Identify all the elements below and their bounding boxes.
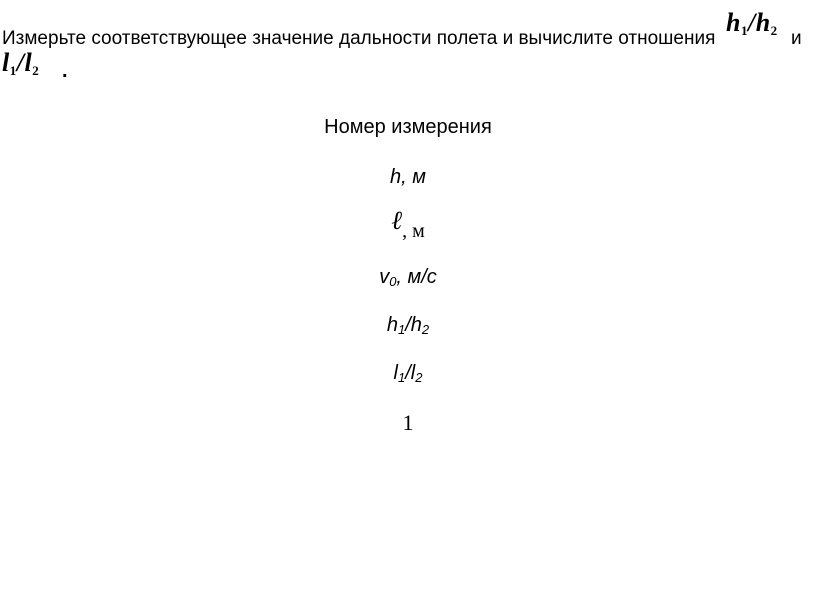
velocity-base: v <box>379 266 390 288</box>
ratio-l-sub-2: 2 <box>415 370 423 385</box>
formula-h-sub-2: 2 <box>770 23 778 38</box>
range-symbol: ℓ <box>391 206 403 235</box>
velocity-unit: , м/с <box>396 266 437 288</box>
velocity-label <box>0 266 816 289</box>
ratio-h-sep: / <box>405 314 411 336</box>
ratio-h-base-1: h <box>386 314 398 336</box>
velocity-sub: 0 <box>389 274 397 289</box>
formula-h-sub-1: 1 <box>740 23 748 38</box>
formula-l-base-2: l <box>24 48 33 77</box>
formula-l1-l2 <box>2 48 40 82</box>
formula-h1-h2 <box>726 8 778 42</box>
range-unit: , м <box>402 220 425 242</box>
ratio-h-base-2: h <box>410 314 422 336</box>
formula-h-base-1: h <box>726 8 741 37</box>
formula-l-sep: / <box>16 48 25 77</box>
ratio-l-sub-1: 1 <box>397 370 406 385</box>
table-header: Номер измерения <box>324 116 492 138</box>
formula-l-sub-1: 1 <box>9 63 17 78</box>
measurement-number: 1 <box>402 410 414 435</box>
ratio-h-sub-2: 2 <box>421 322 430 337</box>
formula-l-sub-2: 2 <box>32 63 40 78</box>
sentence-end-mark: . <box>62 60 68 82</box>
ratio-h-sub-1: 1 <box>397 322 406 337</box>
formula-h-sep: / <box>747 8 756 37</box>
range-ratio-label <box>0 362 816 385</box>
ratio-l-sep: / <box>405 362 411 384</box>
ratio-l-base-2: l <box>410 362 416 384</box>
ratio-l-base-1: l <box>393 362 398 384</box>
height-label: h, м <box>390 166 426 188</box>
height-ratio-label <box>0 314 816 337</box>
conjunction-text: и <box>791 28 802 49</box>
formula-l-base-1: l <box>2 48 10 77</box>
formula-h-base-2: h <box>755 8 771 37</box>
range-label <box>0 206 816 244</box>
instruction-text: Измерьте соответствующее значение дальности полета и вычислите отношения <box>2 28 716 49</box>
